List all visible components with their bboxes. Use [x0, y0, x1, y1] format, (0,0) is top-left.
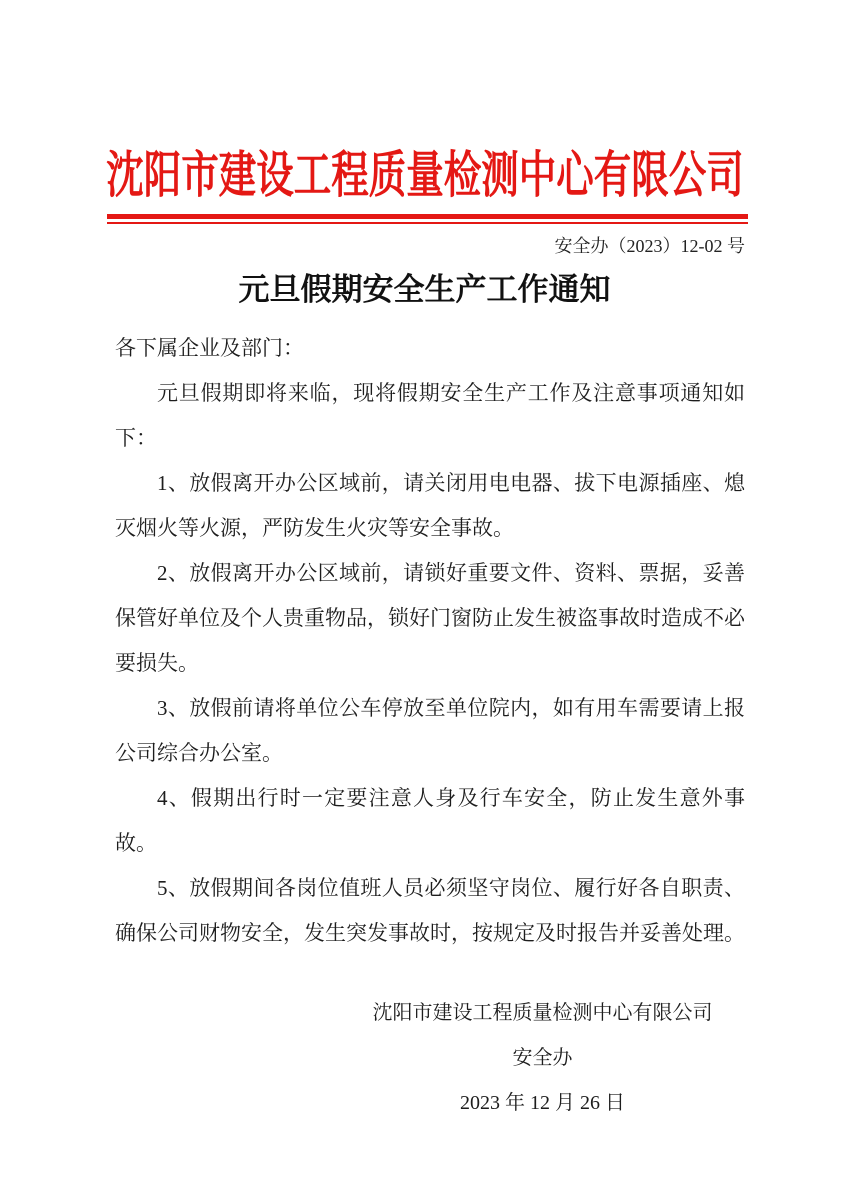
- page-title: 元旦假期安全生产工作通知: [238, 272, 611, 307]
- notice-item-5: 5、放假期间各岗位值班人员必须坚守岗位、履行好各自职责、确保公司财物安全，发生突发事故时，按规定及时报告并妥善处理。: [115, 876, 745, 945]
- notice-item-2: 2、放假离开办公区域前，请锁好重要文件、资料、票据，妥善保管好单位及个人贵重物品，锁好门窗防止发生被盗事故时造成不必要损失。: [115, 561, 745, 675]
- letterhead: [0, 145, 849, 205]
- letterhead-rule-thick: [107, 214, 748, 219]
- notice-body: [115, 326, 745, 956]
- signature-block: [370, 991, 715, 1126]
- signature-company: 沈阳市建设工程质量检测中心有限公司: [372, 1002, 713, 1024]
- letterhead-company-name: 沈阳市建设工程质量检测中心有限公司: [106, 147, 744, 203]
- letterhead-rule-thin: [107, 222, 748, 224]
- notice-item-3: 3、放假前请将单位公车停放至单位院内，如有用车需要请上报公司综合办公室。: [115, 696, 745, 765]
- signature-department: 安全办: [512, 1047, 573, 1069]
- opening-paragraph: 元旦假期即将来临，现将假期安全生产工作及注意事项通知如下：: [115, 381, 745, 450]
- notice-item-4: 4、假期出行时一定要注意人身及行车安全，防止发生意外事故。: [115, 786, 745, 855]
- salutation: 各下属企业及部门：: [115, 336, 304, 360]
- signature-date: 2023 年 12 月 26 日: [460, 1092, 625, 1114]
- doc-number: 安全办（2023）12-02 号: [554, 236, 745, 256]
- notice-item-1: 1、放假离开办公区域前，请关闭用电电器、拔下电源插座、熄灭烟火等火源，严防发生火灾等安全事故。: [115, 471, 745, 540]
